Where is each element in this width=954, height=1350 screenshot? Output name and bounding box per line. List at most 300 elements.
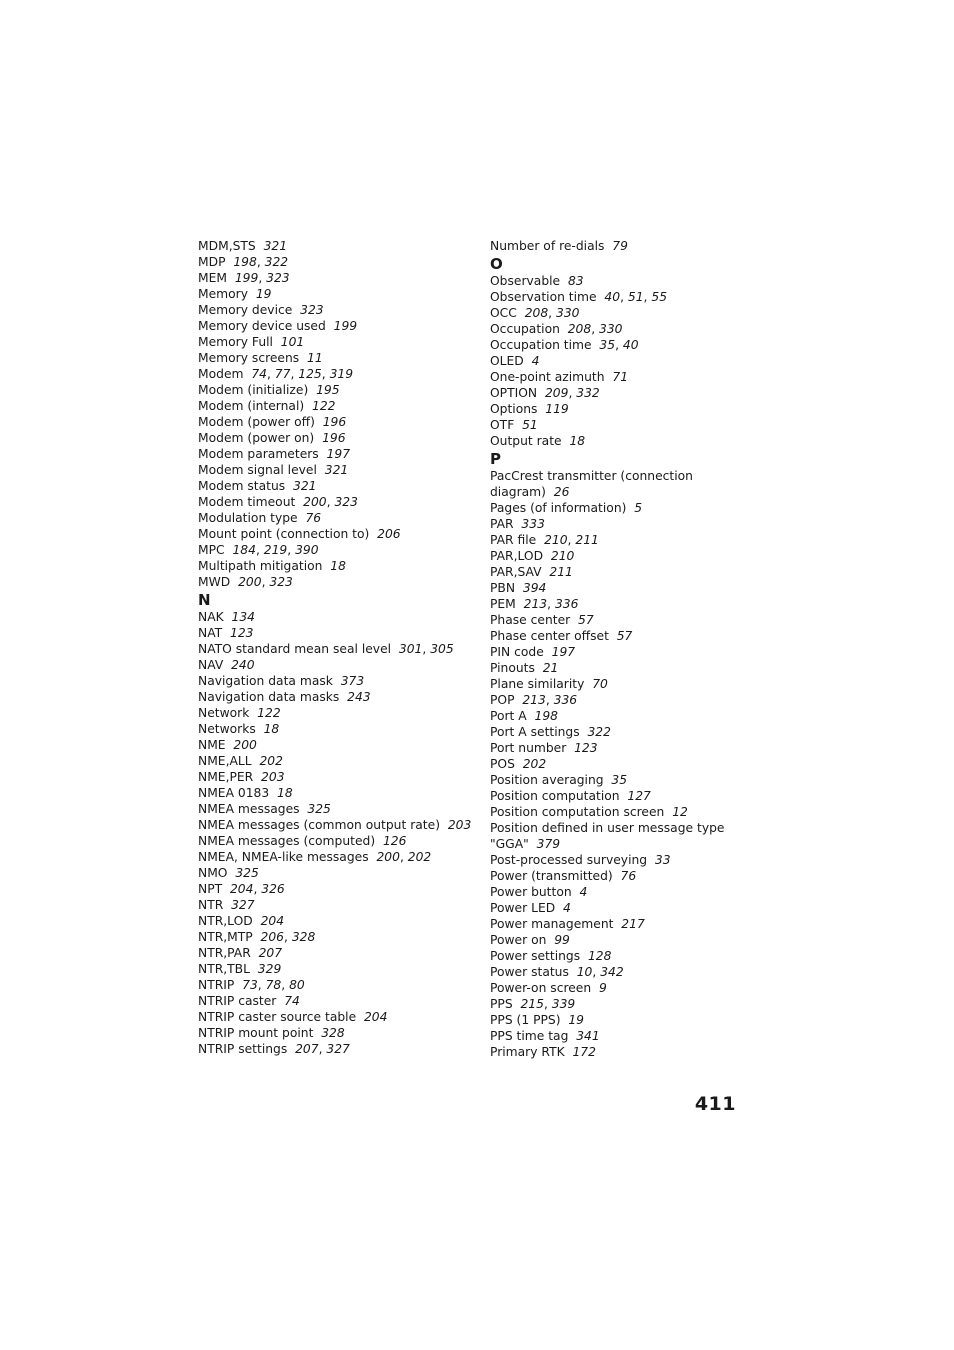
index-entry: Observation time 40, 51, 55 <box>490 290 668 304</box>
index-term: Power settings <box>490 949 581 963</box>
index-entry: Modem timeout 200, 323 <box>198 495 358 509</box>
page-reference: 323 <box>269 575 293 589</box>
index-entry <box>198 398 473 414</box>
page-reference: 80 <box>289 978 305 992</box>
index-entry <box>490 820 740 852</box>
index-term: Modem timeout <box>198 495 296 509</box>
index-term: Navigation data masks <box>198 690 340 704</box>
index-entry <box>490 980 740 996</box>
page-reference: 51 <box>522 418 538 432</box>
index-term: Phase center <box>490 613 571 627</box>
index-term: PacCrest transmitter (connection diagram) <box>490 469 693 499</box>
index-term: PAR,SAV <box>490 565 542 579</box>
page-reference: 390 <box>295 543 319 557</box>
index-entry <box>198 286 473 302</box>
page-reference: 210 <box>550 549 575 563</box>
page-reference: 71 <box>612 370 629 384</box>
index-term: Occupation <box>490 322 560 336</box>
index-entry <box>198 334 473 350</box>
index-entry <box>198 430 473 446</box>
index-entry <box>198 526 473 542</box>
page-reference: 208 <box>524 306 549 320</box>
page-reference: 323 <box>334 495 358 509</box>
index-term: Mount point (connection to) <box>198 527 370 541</box>
index-entry <box>490 516 740 532</box>
page-reference: 341 <box>576 1029 600 1043</box>
index-entry <box>490 900 740 916</box>
page-reference: 197 <box>551 645 576 659</box>
index-entry <box>198 1025 473 1041</box>
index-term: Output rate <box>490 434 562 448</box>
index-entry <box>490 788 740 804</box>
index-entry <box>490 612 740 628</box>
index-term: Pinouts <box>490 661 535 675</box>
page-reference: 128 <box>587 949 612 963</box>
page-reference: 70 <box>592 677 608 691</box>
index-entry <box>490 433 740 449</box>
page-reference: 373 <box>340 674 365 688</box>
index-term: Power on <box>490 933 547 947</box>
index-term: Multipath mitigation <box>198 559 323 573</box>
page-reference: 199 <box>333 319 358 333</box>
index-term: NAK <box>198 610 224 624</box>
index-term: Memory device used <box>198 319 326 333</box>
index-entry <box>198 705 473 721</box>
index-term: MDM,STS <box>198 239 256 253</box>
index-entry: PAR file 210, 211 <box>490 533 599 547</box>
index-term: NMEA messages (computed) <box>198 834 376 848</box>
page-reference: 329 <box>257 962 282 976</box>
index-entry <box>198 737 473 753</box>
index-entry <box>490 804 740 820</box>
page-reference: 40 <box>622 338 639 352</box>
index-term: Position computation <box>490 789 620 803</box>
page-reference: 206 <box>377 527 401 541</box>
index-term: Modem parameters <box>198 447 319 461</box>
page-reference: 73 <box>242 978 258 992</box>
index-entry <box>490 916 740 932</box>
index-term: POP <box>490 693 515 707</box>
index-term: One-point azimuth <box>490 370 605 384</box>
page-reference: 172 <box>572 1045 596 1059</box>
index-entry <box>490 868 740 884</box>
page-reference: 330 <box>599 322 623 336</box>
index-entry <box>198 769 473 785</box>
page-reference: 215 <box>520 997 544 1011</box>
index-entry <box>490 273 740 289</box>
page-reference: 319 <box>329 367 354 381</box>
page-reference: 101 <box>280 335 305 349</box>
index-entry: POP 213, 336 <box>490 693 578 707</box>
page-reference: 18 <box>569 434 586 448</box>
index-term: Memory screens <box>198 351 300 365</box>
index-entry: PEM 213, 336 <box>490 597 579 611</box>
index-term: Modem (power on) <box>198 431 315 445</box>
page-reference: 35 <box>599 338 616 352</box>
index-entry <box>490 353 740 369</box>
index-entry <box>198 462 473 478</box>
page-reference: 327 <box>326 1042 350 1056</box>
page-reference: 198 <box>233 255 257 269</box>
index-term: NATO standard mean seal level <box>198 642 392 656</box>
index-entry <box>490 1044 740 1060</box>
page-reference: 305 <box>430 642 454 656</box>
index-entry <box>198 414 473 430</box>
index-term: Port number <box>490 741 567 755</box>
page-reference: 122 <box>312 399 336 413</box>
index-term: NAV <box>198 658 224 672</box>
index-term: Modem <box>198 367 244 381</box>
index-term: Modem (power off) <box>198 415 315 429</box>
index-term: PEM <box>490 597 516 611</box>
index-term: MPC <box>198 543 225 557</box>
page-reference: 202 <box>522 757 547 771</box>
index-term: PAR file <box>490 533 537 547</box>
index-term: Network <box>198 706 250 720</box>
index-entry: NTR,MTP 206, 328 <box>198 930 316 944</box>
index-entry <box>490 500 740 516</box>
index-entry: MEM 199, 323 <box>198 271 290 285</box>
index-term: PPS time tag <box>490 1029 569 1043</box>
index-entry <box>198 673 473 689</box>
index-entry <box>490 628 740 644</box>
page-reference: 33 <box>654 853 671 867</box>
page-reference: 77 <box>274 367 291 381</box>
index-entry <box>198 785 473 801</box>
index-term: OTF <box>490 418 515 432</box>
index-entry <box>490 772 740 788</box>
index-entry <box>490 644 740 660</box>
page-reference: 18 <box>330 559 346 573</box>
index-entry <box>490 884 740 900</box>
page-reference: 240 <box>231 658 255 672</box>
index-entry <box>490 724 740 740</box>
page-reference: 57 <box>578 613 594 627</box>
index-entry <box>198 913 473 929</box>
index-entry <box>490 1028 740 1044</box>
page-reference: 336 <box>554 597 579 611</box>
page-reference: 200 <box>303 495 327 509</box>
page-reference: 55 <box>651 290 668 304</box>
page-reference: 321 <box>324 463 349 477</box>
index-entry: Occupation time 35, 40 <box>490 338 639 352</box>
page-reference: 203 <box>447 818 472 832</box>
page-reference: 12 <box>672 805 688 819</box>
page-number: 411 <box>694 1093 736 1115</box>
index-entry <box>490 948 740 964</box>
index-entry: NMEA, NMEA-like messages 200, 202 <box>198 850 432 864</box>
index-term: OCC <box>490 306 517 320</box>
page-reference: 213 <box>523 597 548 611</box>
page-reference: 26 <box>553 485 570 499</box>
index-entry: Occupation 208, 330 <box>490 322 623 336</box>
index-term: NMO <box>198 866 228 880</box>
index-entry: PPS 215, 339 <box>490 997 576 1011</box>
page-reference: 213 <box>522 693 546 707</box>
index-entry <box>198 446 473 462</box>
page-reference: 18 <box>263 722 280 736</box>
page-reference: 21 <box>542 661 559 675</box>
page-reference: 134 <box>231 610 255 624</box>
index-entry <box>490 708 740 724</box>
page-reference: 51 <box>627 290 644 304</box>
page-reference: 10 <box>576 965 593 979</box>
page-reference: 19 <box>255 287 272 301</box>
index-term: Power management <box>490 917 614 931</box>
index-entry <box>198 350 473 366</box>
page-reference: 339 <box>551 997 576 1011</box>
index-section-heading: N <box>198 591 211 609</box>
index-entry: Power status 10, 342 <box>490 965 624 979</box>
index-term: NTR,LOD <box>198 914 253 928</box>
page-reference: 74 <box>284 994 300 1008</box>
index-term: Port A settings <box>490 725 580 739</box>
index-entry <box>198 945 473 961</box>
index-term: POS <box>490 757 515 771</box>
index-term: Memory device <box>198 303 293 317</box>
index-term: NPT <box>198 882 223 896</box>
index-entry <box>198 833 473 849</box>
index-term: OPTION <box>490 386 538 400</box>
index-entry <box>198 478 473 494</box>
index-entry <box>198 817 473 833</box>
index-entry <box>490 417 740 433</box>
page-reference: 204 <box>363 1010 388 1024</box>
index-term: Power LED <box>490 901 556 915</box>
index-entry: MWD 200, 323 <box>198 575 293 589</box>
index-entry <box>490 369 740 385</box>
index-entry <box>490 852 740 868</box>
index-term: Memory Full <box>198 335 273 349</box>
page-reference: 4 <box>579 885 588 899</box>
index-term: NME <box>198 738 226 752</box>
index-entry <box>198 318 473 334</box>
page-reference: 325 <box>235 866 259 880</box>
page-reference: 323 <box>266 271 290 285</box>
index-term: Power status <box>490 965 569 979</box>
page-reference: 195 <box>316 383 340 397</box>
index-entry <box>490 932 740 948</box>
index-entry: NTRIP 73, 78, 80 <box>198 978 305 992</box>
index-term: NMEA, NMEA-like messages <box>198 850 369 864</box>
index-entry <box>198 865 473 881</box>
index-term: Modulation type <box>198 511 298 525</box>
index-term: Memory <box>198 287 249 301</box>
page-reference: 322 <box>264 255 289 269</box>
index-term: MWD <box>198 575 231 589</box>
page-reference: 123 <box>574 741 598 755</box>
index-entry <box>198 238 473 254</box>
page-reference: 196 <box>322 431 346 445</box>
page-reference: 202 <box>259 754 283 768</box>
page-reference: 219 <box>263 543 288 557</box>
page-reference: 198 <box>534 709 559 723</box>
index-term: PAR,LOD <box>490 549 544 563</box>
index-term: Primary RTK <box>490 1045 565 1059</box>
index-section-heading: O <box>490 255 503 273</box>
index-term: NTRIP caster source table <box>198 1010 357 1024</box>
index-entry <box>198 1009 473 1025</box>
index-term: Observable <box>490 274 561 288</box>
index-column-right <box>490 238 740 1060</box>
index-term: Phase center offset <box>490 629 609 643</box>
index-entry: NPT 204, 326 <box>198 882 285 896</box>
index-term: Modem (initialize) <box>198 383 309 397</box>
index-term: Occupation time <box>490 338 592 352</box>
index-entry <box>490 238 740 254</box>
page-reference: 200 <box>376 850 400 864</box>
index-entry <box>198 302 473 318</box>
index-term: Position averaging <box>490 773 604 787</box>
page-reference: 207 <box>295 1042 319 1056</box>
page-reference: 78 <box>265 978 282 992</box>
page-reference: 333 <box>521 517 545 531</box>
index-entry: Modem 74, 77, 125, 319 <box>198 367 354 381</box>
page-reference: 326 <box>261 882 285 896</box>
page-reference: 342 <box>600 965 624 979</box>
page-reference: 211 <box>575 533 599 547</box>
page-reference: 301 <box>398 642 423 656</box>
page-reference: 76 <box>305 511 322 525</box>
index-term: Number of re-dials <box>490 239 605 253</box>
index-entry <box>198 382 473 398</box>
page-reference: 76 <box>620 869 637 883</box>
page-reference: 19 <box>568 1013 584 1027</box>
index-term: Position defined in user message type "GGA" <box>490 821 725 851</box>
index-term: Pages (of information) <box>490 501 627 515</box>
index-entry <box>198 558 473 574</box>
index-term: PPS <box>490 997 513 1011</box>
index-entry <box>198 897 473 913</box>
index-entry <box>490 468 740 500</box>
index-entry <box>490 756 740 772</box>
index-term: Modem (internal) <box>198 399 305 413</box>
page-reference: 127 <box>627 789 651 803</box>
index-term: NTR,MTP <box>198 930 253 944</box>
index-term: MDP <box>198 255 226 269</box>
page-reference: 5 <box>634 501 643 515</box>
page-reference: 200 <box>238 575 262 589</box>
index-term: Power (transmitted) <box>490 869 613 883</box>
page-reference: 200 <box>233 738 257 752</box>
index-term: NMEA 0183 <box>198 786 270 800</box>
page-reference: 18 <box>277 786 293 800</box>
index-term: NAT <box>198 626 223 640</box>
index-entry <box>490 1012 740 1028</box>
index-entry <box>198 609 473 625</box>
index-entry: MDP 198, 322 <box>198 255 289 269</box>
index-term: Power button <box>490 885 572 899</box>
page-reference: 4 <box>563 901 571 915</box>
page-reference: 9 <box>599 981 607 995</box>
index-term: PAR <box>490 517 514 531</box>
page-reference: 322 <box>587 725 611 739</box>
index-term: NMEA messages <box>198 802 300 816</box>
index-entry <box>490 676 740 692</box>
index-term: NTRIP <box>198 978 235 992</box>
index-term: Power-on screen <box>490 981 592 995</box>
page-reference: 330 <box>556 306 580 320</box>
page-reference: 204 <box>260 914 285 928</box>
index-entry: OCC 208, 330 <box>490 306 580 320</box>
page-reference: 125 <box>298 367 322 381</box>
page-reference: 197 <box>326 447 351 461</box>
index-entry <box>198 993 473 1009</box>
index-entry: OPTION 209, 332 <box>490 386 600 400</box>
index-column-left <box>198 238 473 1057</box>
page-reference: 211 <box>549 565 573 579</box>
page-reference: 336 <box>553 693 578 707</box>
index-term: Position computation screen <box>490 805 665 819</box>
index-term: OLED <box>490 354 524 368</box>
index-term: NTRIP mount point <box>198 1026 314 1040</box>
index-entry <box>198 689 473 705</box>
index-term: Port A <box>490 709 527 723</box>
page-reference: 323 <box>300 303 324 317</box>
page-reference: 35 <box>611 773 628 787</box>
index-term: Post-processed surveying <box>490 853 648 867</box>
index-entry <box>490 660 740 676</box>
page-reference: 328 <box>321 1026 345 1040</box>
index-term: PPS (1 PPS) <box>490 1013 561 1027</box>
index-entry <box>198 625 473 641</box>
index-term: MEM <box>198 271 227 285</box>
index-term: NTR <box>198 898 224 912</box>
page-reference: 210 <box>544 533 568 547</box>
index-term: Options <box>490 402 538 416</box>
page-reference: 202 <box>407 850 432 864</box>
index-term: Navigation data mask <box>198 674 333 688</box>
index-term: NTR,PAR <box>198 946 251 960</box>
index-term: NTRIP settings <box>198 1042 288 1056</box>
page-reference: 11 <box>307 351 323 365</box>
page-reference: 184 <box>232 543 256 557</box>
index-section-heading: P <box>490 450 501 468</box>
index-entry <box>490 740 740 756</box>
page-reference: 321 <box>263 239 288 253</box>
page-reference: 207 <box>258 946 283 960</box>
index-entry <box>490 564 740 580</box>
index-term: NME,ALL <box>198 754 252 768</box>
page-reference: 206 <box>260 930 285 944</box>
page-reference: 394 <box>522 581 547 595</box>
page-reference: 243 <box>347 690 371 704</box>
page-reference: 57 <box>616 629 633 643</box>
index-entry <box>198 657 473 673</box>
page-reference: 203 <box>261 770 285 784</box>
index-entry <box>198 961 473 977</box>
page-reference: 40 <box>604 290 621 304</box>
page-reference: 199 <box>234 271 259 285</box>
page-reference: 328 <box>291 930 316 944</box>
index-entry: NATO standard mean seal level 301, 305 <box>198 642 454 656</box>
page-reference: 332 <box>576 386 600 400</box>
index-term: PIN code <box>490 645 544 659</box>
page-reference: 325 <box>307 802 331 816</box>
index-entry <box>198 801 473 817</box>
index-entry: NTRIP settings 207, 327 <box>198 1042 350 1056</box>
page-reference: 126 <box>382 834 407 848</box>
page-reference: 123 <box>230 626 254 640</box>
page-reference: 83 <box>567 274 584 288</box>
index-term: Observation time <box>490 290 597 304</box>
index-term: Plane similarity <box>490 677 585 691</box>
page-reference: 321 <box>293 479 317 493</box>
page-reference: 208 <box>567 322 592 336</box>
index-term: Modem signal level <box>198 463 317 477</box>
index-entry <box>490 580 740 596</box>
page-reference: 119 <box>545 402 569 416</box>
